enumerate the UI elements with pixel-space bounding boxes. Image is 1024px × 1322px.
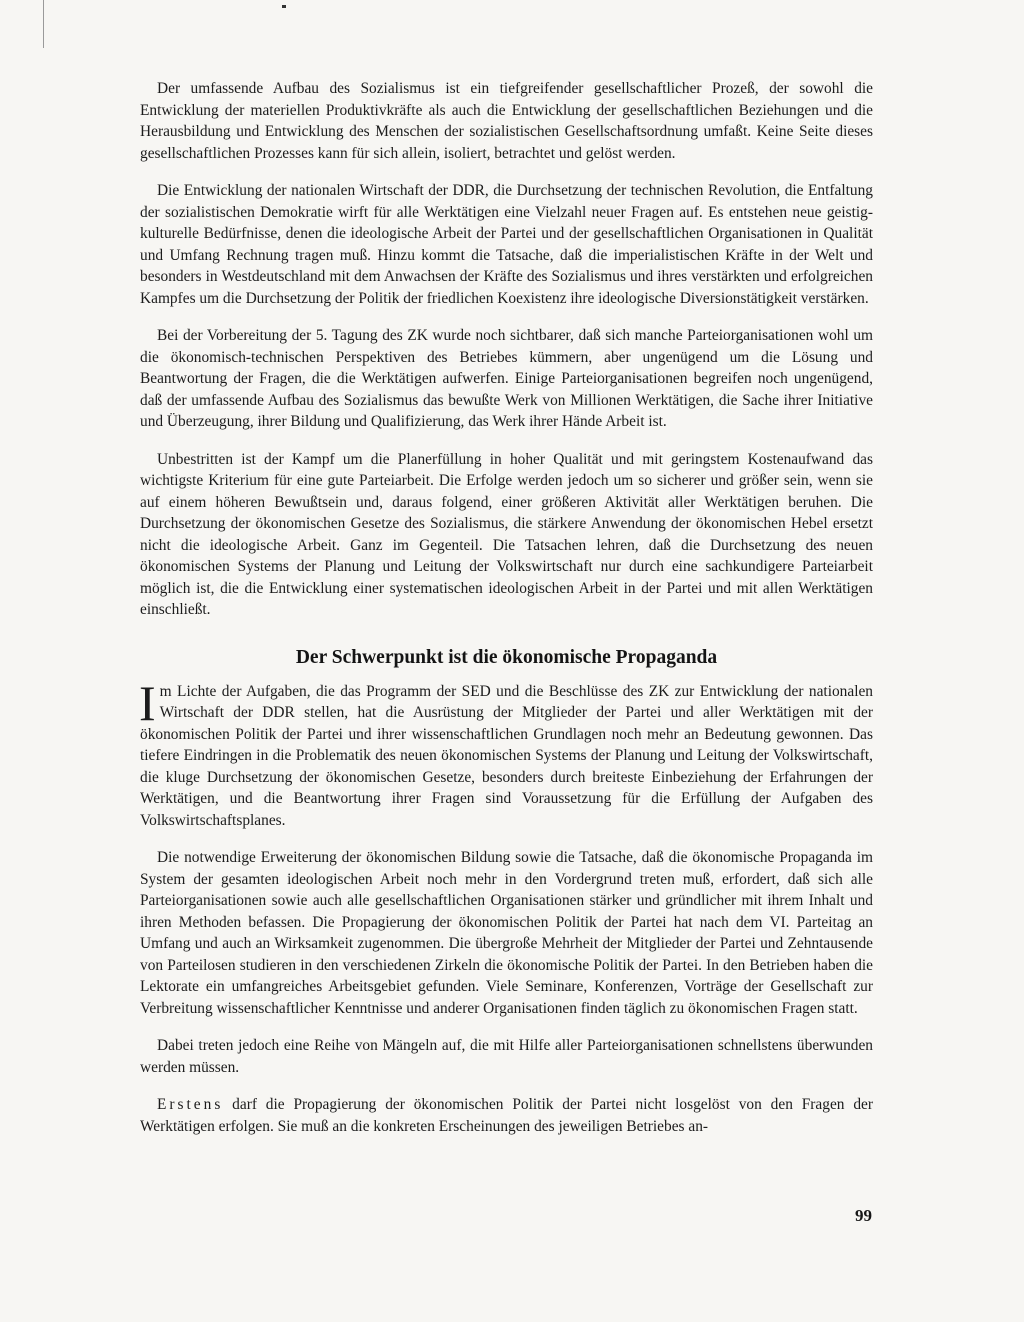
- dropcap-initial: I: [139, 674, 156, 731]
- document-page: [140, 78, 873, 1278]
- body-paragraph: Bei der Vorbereitung der 5. Tagung des ZK wurde noch sichtbarer, daß sich manche Parteiorganisationen wohl um die ökonomisch-technischen Perspektiven des Betriebes kümmern, aber ungenügend um die Lösung und Beantwortung der Fragen, die die Werktätigen aufwerfen. Einige Parteiorganisationen begreifen noch ungenügend, daß der umfassende Aufbau des Sozialismus das bewußte Werk von Millionen Werktätigen, die Sache ihrer Initiative und Überzeugung, ihrer Bildung und Qualifizierung, das Werk ihrer Hände Arbeit ist.: [140, 327, 873, 430]
- scan-artifact: [43, 0, 44, 48]
- body-paragraph: Die notwendige Erweiterung der ökonomischen Bildung sowie die Tatsache, daß die ökonomische Propaganda im System der gesamten ideologischen Arbeit noch mehr in den Vordergrund treten muß, erfordert, daß sich alle Parteiorganisationen sowie auch alle gesellschaftlichen Organisationen stärker und gründlicher mit ihrem Inhalt und ihren Methoden befassen. Die Propagierung der ökonomischen Politik der Partei hat nach dem VI. Parteitag an Umfang und auch an Wirksamkeit zugenommen. Die übergroße Mehrheit der Mitglieder der Partei und Zehntausende von Parteilosen studieren in den verschiedenen Zirkeln die ökonomische Politik der Partei. In den Betrieben haben die Lektorate ein umfangreiches Arbeitsgebiet gefunden. Viele Seminare, Konferenzen, Vorträge der Gesellschaft zur Verbreitung wissenschaftlicher Kenntnisse und anderer Organisationen finden täglich zu ökonomischen Fragen statt.: [140, 849, 873, 1017]
- body-paragraph: [140, 1094, 873, 1137]
- body-paragraph: Die Entwicklung der nationalen Wirtschaft der DDR, die Durchsetzung der technischen Revolution, die Entfaltung der sozialistischen Demokratie wirft für alle Werktätigen eine Vielzahl neuer Fragen auf. Es entstehen neue geistig-kulturelle Bedürfnisse, denen die ideologische Arbeit der Partei und der gesellschaftlichen Organisationen in Qualität und Umfang Rechnung tragen muß. Hinzu kommt die Tatsache, daß die imperialistischen Kräfte in der Welt und besonders in Westdeutschland mit dem Anwachsen der Kräfte des Sozialismus und ihres verstärkten und erfolgreichen Kampfes um die Durchsetzung der Politik der friedlichen Koexistenz ihre ideologische Diversionstätigkeit verstärken.: [140, 182, 873, 307]
- section-heading: Der Schwerpunkt ist die ökonomische Propaganda: [295, 646, 718, 668]
- spaced-emphasis: Erstens: [157, 1096, 224, 1113]
- page-number: 99: [855, 1206, 872, 1225]
- body-paragraph: Dabei treten jedoch eine Reihe von Mängeln auf, die mit Hilfe aller Parteiorganisationen schnellstens überwunden werden müssen.: [140, 1037, 873, 1076]
- dropcap-paragraph: [139, 674, 873, 832]
- dropcap-paragraph-text: m Lichte der Aufgaben, die das Programm der SED und die Beschlüsse des ZK zur Entwicklung der nationalen Wirtschaft der DDR stellen, hat die Ausrüstung der Mitglieder der Partei und aller Werktätigen mit der ökonomischen Politik der Partei und ihrer wissenschaftlichen Grundlagen noch mehr an Bedeutung gewonnen. Das tiefere Eindringen in die Problematik des neuen ökonomischen Systems der Planung und Leitung der Volkswirtschaft, die kluge Durchsetzung der ökonomischen Gesetze, besonders durch breiteste Einbeziehung der Erfahrungen der Werktätigen, und die Beantwortung ihrer Fragen sind Voraussetzung für die Erfüllung der Aufgaben des Volkswirtschaftsplanes.: [140, 682, 873, 829]
- body-paragraph: Unbestritten ist der Kampf um die Planerfüllung in hoher Qualität und mit geringstem Kostenaufwand das wichtigste Kriterium für eine gute Parteiarbeit. Die Erfolge werden jedoch um so sicherer und größer sein, wenn sie auf einem höheren Bewußtsein und, daraus folgend, einer größeren Aktivität aller Werktätigen beruhen. Die Durchsetzung der ökonomischen Gesetze des Sozialismus, die stärkere Anwendung der ökonomischen Hebel ersetzt nicht die ideologische Arbeit. Ganz im Gegenteil. Die Tatsachen lehren, daß die Durchsetzung des neuen ökonomischen Systems der Planung und Leitung der Volkswirtschaft nur durch eine sachkundigere Parteiarbeit möglich ist, die die Entwicklung einer systematischen ideologischen Arbeit in der Partei und mit allen Werktätigen einschließt.: [140, 450, 873, 618]
- body-paragraph: Der umfassende Aufbau des Sozialismus ist ein tiefgreifender gesellschaftlicher Prozeß, der sowohl die Entwicklung der materiellen Produktivkräfte als auch die Entwicklung der gesellschaftlichen Beziehungen und die Herausbildung und Entwicklung des Menschen der sozialistischen Gesellschaftsordnung umfaßt. Keine Seite dieses gesellschaftlichen Prozesses kann für sich allein, isoliert, betrachtet und gelöst werden.: [140, 80, 873, 162]
- scan-artifact: [282, 5, 286, 8]
- body-paragraph-text: darf die Propagierung der ökonomischen Politik der Partei nicht losgelöst von den Fragen der Werktätigen erfolgen. Sie muß an die konkreten Erscheinungen des jeweiligen Betriebes an-: [140, 1096, 873, 1135]
